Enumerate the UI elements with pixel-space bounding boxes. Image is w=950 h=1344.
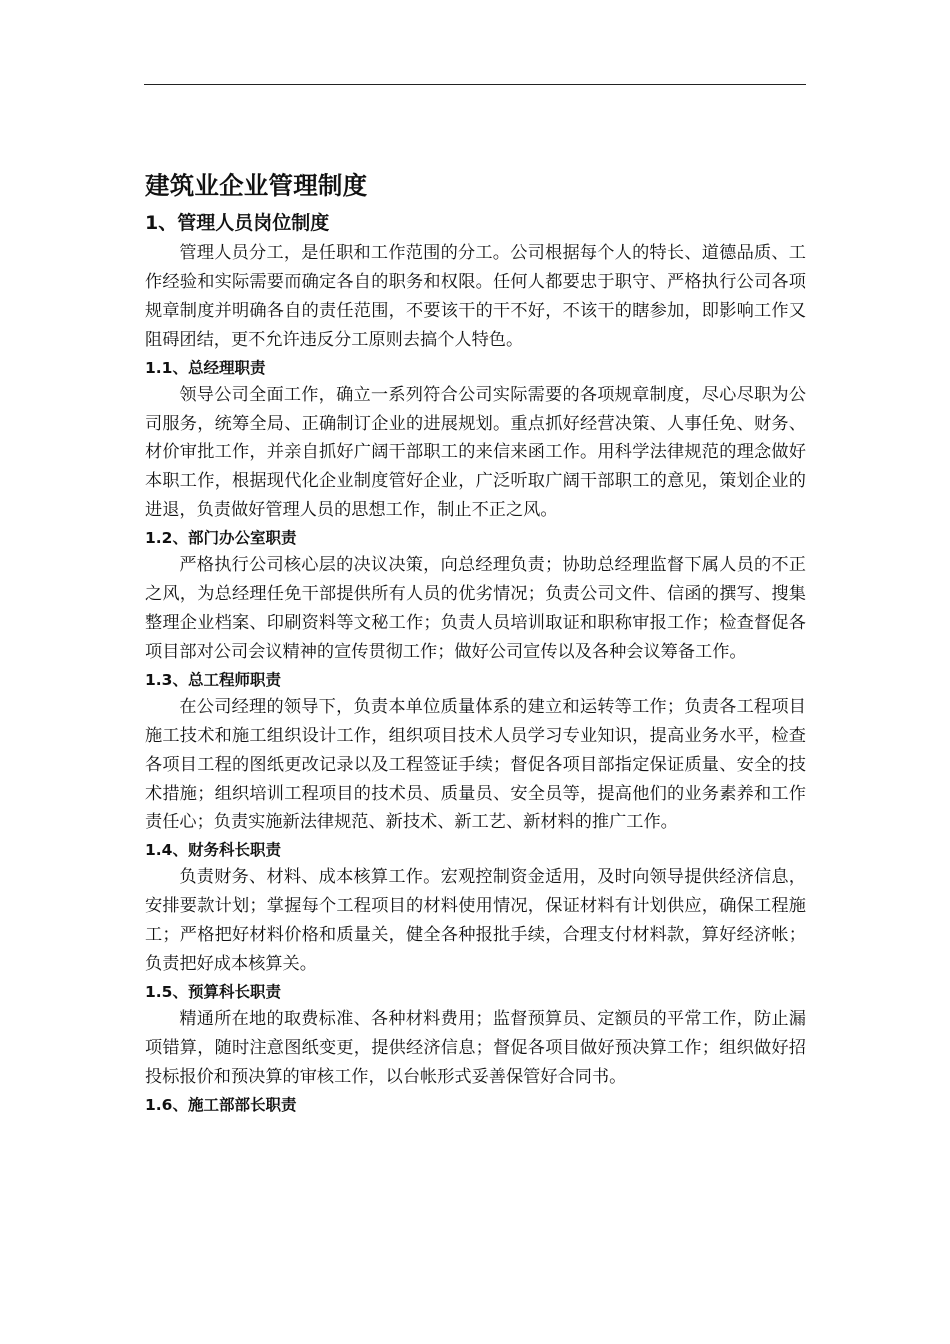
header-rule (144, 84, 806, 85)
section-intro-paragraph: 管理人员分工，是任职和工作范围的分工。公司根据每个人的特长、道德品质、工作经验和实际需要而确定各自的职务和权限。任何人都要忠于职守、严格执行公司各项规章制度并明确各自的责任范围，不要该干的干不好，不该干的瞎参加，即影响工作又阻碍团结，更不允许违反分工原则去搞个人特色。 (145, 243, 806, 350)
subsection-heading-office: 1.2、部门办公室职责 (145, 529, 297, 548)
subsection-heading-construction-director: 1.6、施工部部长职责 (145, 1095, 297, 1114)
document-title: 建筑业企业管理制度 (145, 171, 368, 200)
subsection-body-general-manager: 领导公司全面工作，确立一系列符合公司实际需要的各项规章制度，尽心尽职为公司服务，统筹全局、正确制订企业的进展规划。重点抓好经营决策、人事任免、财务、材价审批工作，并亲自抓好广阔干部职工的来信来函工作。用科学法律规范的理念做好本职工作，根据现代化企业制度管好企业，广泛听取广阔干部职工的意见，策划企业的进退，负责做好管理人员的思想工作，制止不正之风。 (145, 384, 806, 521)
document-body (145, 165, 806, 1118)
subsection-heading-general-manager: 1.1、总经理职责 (145, 358, 266, 377)
subsection-body-finance-chief: 负责财务、材料、成本核算工作。宏观控制资金适用，及时向领导提供经济信息，安排要款计划；掌握每个工程项目的材料使用情况，保证材料有计划供应，确保工程施工；严格把好材料价格和质量关，健全各种报批手续，合理支付材料款，算好经济帐；负责把好成本核算关。 (145, 867, 806, 975)
subsection-body-chief-engineer: 在公司经理的领导下，负责本单位质量体系的建立和运转等工作；负责各工程项目施工技术和施工组织设计工作，组织项目技术人员学习专业知识，提高业务水平，检查各项目工程的图纸更改记录以及工程签证手续；督促各项目部指定保证质量、安全的技术措施；组织培训工程项目的技术员、质量员、安全员等，提高他们的业务素养和工作责任心；负责实施新法律规范、新技术、新工艺、新材料的推广工作。 (145, 696, 806, 833)
subsection-heading-finance-chief: 1.4、财务科长职责 (145, 841, 281, 860)
subsection-heading-budget-chief: 1.5、预算科长职责 (145, 982, 281, 1001)
subsection-body-office: 严格执行公司核心层的决议决策，向总经理负责；协助总经理监督下属人员的不正之风，为总经理任免干部提供所有人员的优劣情况；负责公司文件、信函的撰写、搜集整理企业档案、印刷资料等文秘工作；负责人员培训取证和职称审报工作；检查督促各项目部对公司会议精神的宣传贯彻工作；做好公司宣传以及各种会议筹备工作。 (145, 555, 806, 662)
subsection-body-budget-chief: 精通所在地的取费标准、各种材料费用；监督预算员、定额员的平常工作，防止漏项错算，随时注意图纸变更，提供经济信息；督促各项目做好预决算工作；组织做好招投标报价和预决算的审核工作，以台帐形式妥善保管好合同书。 (145, 1008, 806, 1087)
section-heading: 1、管理人员岗位制度 (145, 212, 330, 234)
subsection-heading-chief-engineer: 1.3、总工程师职责 (145, 670, 281, 689)
